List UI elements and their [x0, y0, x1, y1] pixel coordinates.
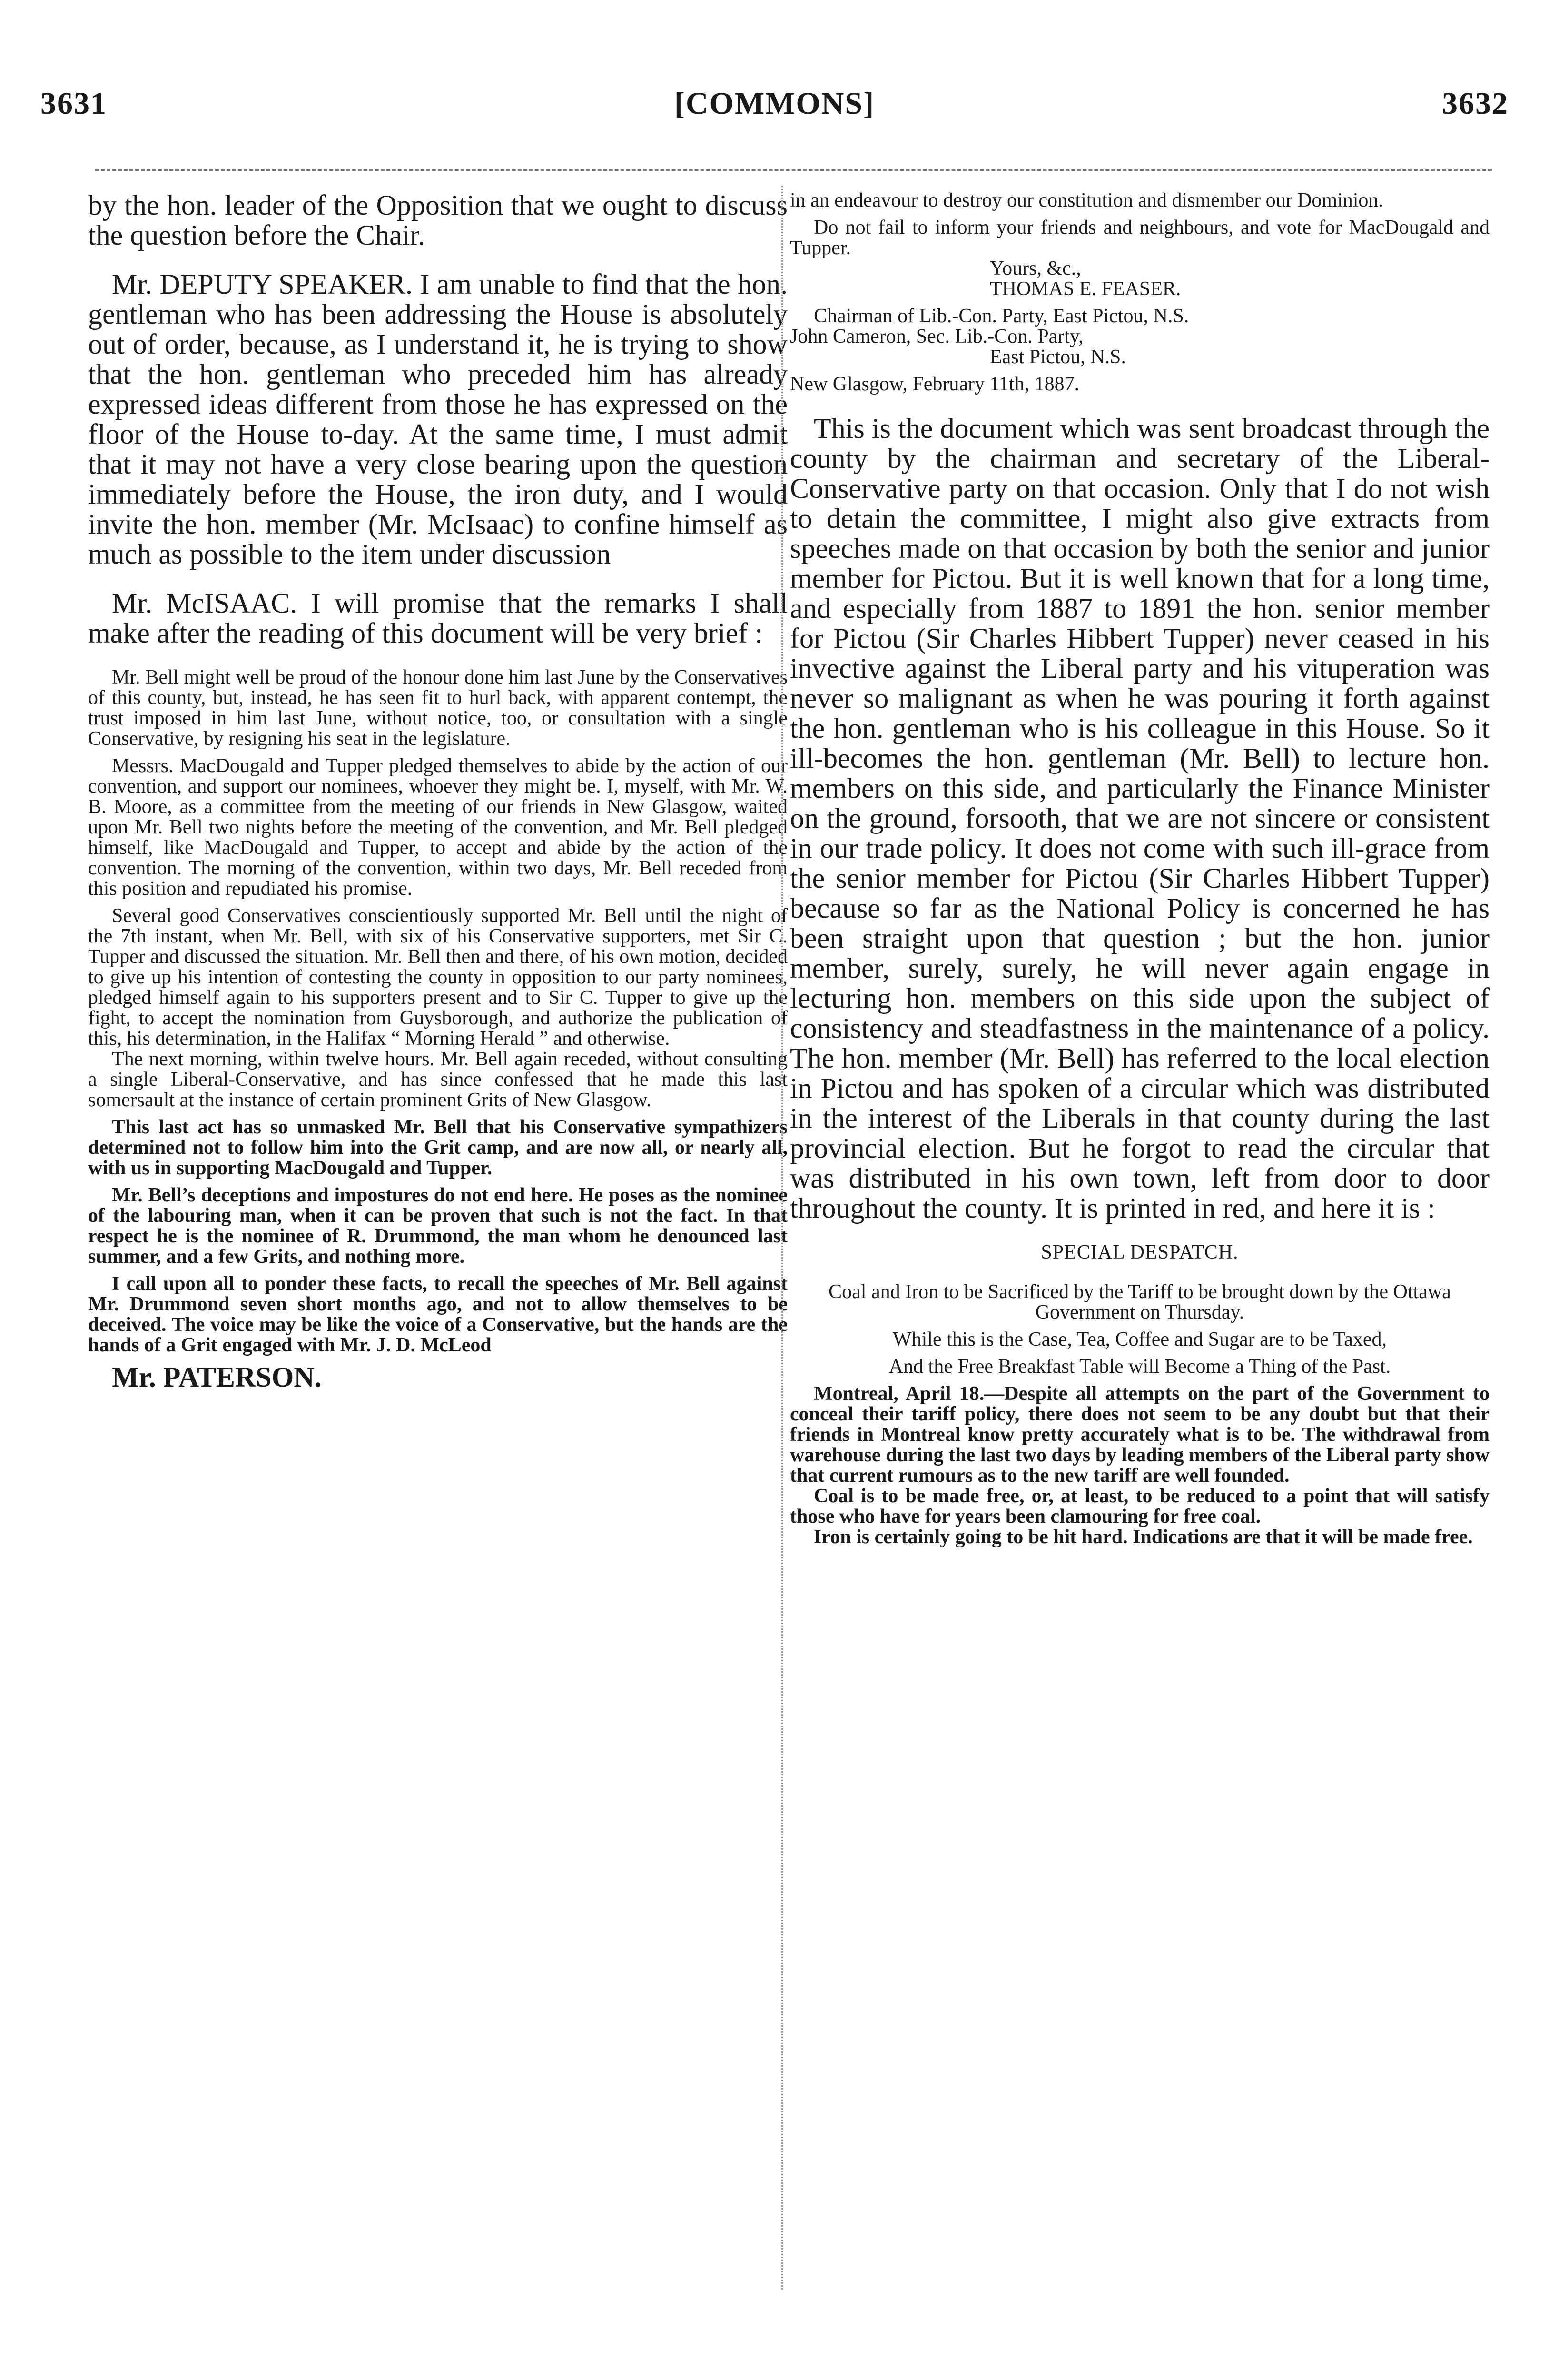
quoted-document-paragraph: Do not fail to inform your friends and neighbours, and vote for MacDougald and Tupper. [790, 217, 1490, 259]
column-divider [781, 186, 783, 2290]
mcisaac-remarks: Mr. McISAAC. I will promise that the remarks I shall make after the reading of this document will be very brief : [88, 587, 788, 649]
left-paragraph-opposition: by the hon. leader of the Opposition that we ought to discuss the question before the Chair. [88, 190, 788, 251]
circular-subheading: Coal and Iron to be Sacrificed by the Tariff to be brought down by the Ottawa Government on Thursday. [829, 1281, 1451, 1323]
circular-paragraph: Coal is to be made free, or, at least, to be reduced to a point that will satisfy those who have for years been clamouring for free coal. [790, 1485, 1490, 1527]
quoted-document-paragraph: This last act has so unmasked Mr. Bell that his Conservative sympathizers determined not to follow him into the Grit camp, and are now all, or nearly all, with us in supporting MacDougald and Tupper. [88, 1116, 788, 1179]
left-column [88, 190, 788, 2380]
quoted-document-paragraph: The next morning, within twelve hours. Mr. Bell again receded, without consulting a single Liberal-Conservative, and has since confessed that he made this last somersault at the instance of certain prominent Grits of New Glasgow. [88, 1048, 788, 1111]
page-header [40, 86, 1509, 143]
closing-salutation: Yours, &c., [990, 258, 1081, 279]
circular-subheading: And the Free Breakfast Table will Become a Thing of the Past. [888, 1356, 1391, 1378]
quoted-document-paragraph: in an endeavour to destroy our constitution and dismember our Dominion. [790, 190, 1383, 211]
right-page-number: 3632 [1442, 86, 1509, 121]
signature-name: THOMAS E. FEASER. [990, 278, 1181, 300]
speaker-name-paterson: Mr. PATERSON. [112, 1361, 322, 1393]
quoted-document-paragraph: I call upon all to ponder these facts, to recall the speeches of Mr. Bell against Mr. Drummond seven short months ago, and not to allow themselves to be deceived. The voice may be like the voice of a Conservative, but the hands are the hands of a Grit engaged with Mr. J. D. McLeod [88, 1273, 788, 1356]
circular-paragraph: Montreal, April 18.—Despite all attempts on the part of the Government to conceal their tariff policy, there does not seem to be any doubt but that their friends in Montreal know pretty accurately what is to be. The withdrawal from warehouse during the last two days by leading members of the Liberal party show that current rumours as to the new tariff are well founded. [790, 1383, 1490, 1487]
secretary-location: East Pictou, N.S. [990, 346, 1126, 368]
quoted-document-paragraph: Mr. Bell might well be proud of the honour done him last June by the Conservatives of this county, but, instead, he has seen fit to hurl back, with apparent contempt, the trust imposed in him last June, without notice, too, or consultation with a single Conservative, by resigning his seat in the legislature. [88, 666, 788, 750]
circular-heading: SPECIAL DESPATCH. [1041, 1241, 1239, 1263]
quoted-document-paragraph: Messrs. MacDougald and Tupper pledged themselves to abide by the action of our convention, and support our nominees, whoever they might be. I, myself, with Mr. W. B. Moore, as a committee from the meeting of our friends in New Glasgow, waited upon Mr. Bell two nights before the meeting of the convention, and Mr. Bell pledged himself, like MacDougald and Tupper, to accept and abide by the action of the convention. The morning of the convention, within two days, Mr. Bell receded from this position and repudiated his promise. [88, 755, 788, 900]
quoted-document-paragraph: Several good Conservatives conscientiously supported Mr. Bell until the night of the 7th instant, when Mr. Bell, with six of his Conservative supporters, met Sir C. Tupper and discussed the situation. Mr. Bell then and there, of his own motion, decided to give up his intention of contesting the county in opposition to our party nominees, pledged himself again to his supporters present and to Sir C. Tupper to give up the fight, to accept the nomination from Guysborough, and authorize the publication of this, his determination, in the Halifax “ Morning Herald ” and otherwise. [88, 905, 788, 1050]
signature-title: Chairman of Lib.-Con. Party, East Pictou, N.S. [814, 305, 1189, 327]
document-dateline: New Glasgow, February 11th, 1887. [790, 373, 1080, 395]
circular-paragraph: Iron is certainly going to be hit hard. Indications are that it will be made free. [814, 1526, 1473, 1548]
secretary-line: John Cameron, Sec. Lib.-Con. Party, [790, 326, 1084, 347]
right-column [790, 190, 1490, 2380]
circular-subheading: While this is the Case, Tea, Coffee and Sugar are to be Taxed, [893, 1329, 1387, 1350]
quoted-document-paragraph: Mr. Bell’s deceptions and impostures do not end here. He poses as the nominee of the labouring man, when it can be proven that such is not the fact. In that respect he is the nominee of R. Drummond, the man whom he denounced last summer, and a few Grits, and nothing more. [88, 1184, 788, 1268]
running-title: [COMMONS] [674, 86, 875, 121]
left-page-number: 3631 [40, 86, 107, 121]
header-rule [95, 169, 1492, 171]
deputy-speaker-ruling: Mr. DEPUTY SPEAKER. I am unable to find that the hon. gentleman who has been addressing the House is absolutely out of order, because, as I understand it, he is trying to show that the hon. gentleman who preceded him has already expressed ideas different from those he has expressed on the floor of the House to-day. At the same time, I must admit that it may not have a very close bearing upon the question immediately before the House, the iron duty, and I would invite the hon. member (Mr. McIsaac) to confine himself as much as possible to the item under discussion [88, 268, 788, 570]
speech-paragraph: This is the document which was sent broadcast through the county by the chairman and secretary of the Liberal-Conservative party on that occasion. Only that I do not wish to detain the committee, I might also give extracts from speeches made on that occasion by both the senior and junior member for Pictou. But it is well known that for a long time, and especially from 1887 to 1891 the hon. senior member for Pictou (Sir Charles Hibbert Tupper) never ceased in his invective against the Liberal party and his vituperation was never so malignant as when he was pouring it forth against the hon. gentleman who is his colleague in this House. So it ill-becomes the hon. gentleman (Mr. Bell) to lecture hon. members on this side, and particularly the Finance Minister on the ground, forsooth, that we are not sincere or consistent in our trade policy. It does not come with such ill-grace from the senior member for Pictou (Sir Charles Hibbert Tupper) because so far as the National Policy is concerned he has been straight upon that question ; but the hon. junior member, surely, surely, he will never again engage in lecturing hon. members on this side upon the subject of consistency and steadfastness in the maintenance of a policy. The hon. member (Mr. Bell) has referred to the local election in Pictou and has spoken of a circular which was distributed in the interest of the Liberals in that county during the last provincial election. But he forgot to read the circular that was distributed in his own town, left from door to door throughout the county. It is printed in red, and here it is : [790, 413, 1490, 1224]
